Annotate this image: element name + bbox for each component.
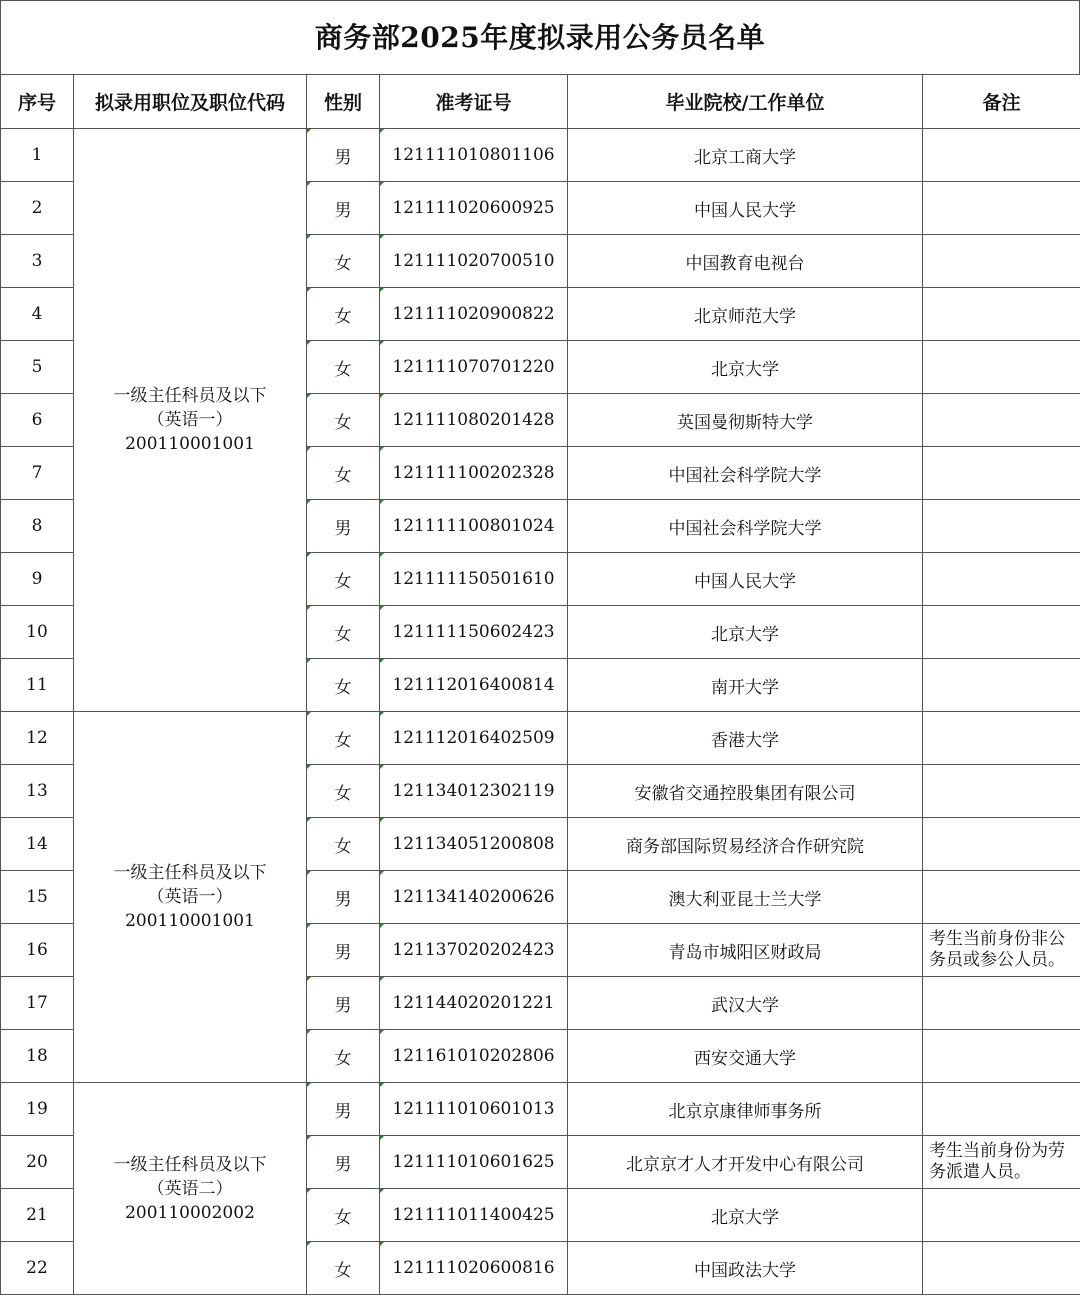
gender-cell: 女 [307, 1242, 380, 1295]
serial-cell: 22 [1, 1242, 74, 1295]
school-cell: 香港大学 [568, 712, 923, 765]
gender-cell: 女 [307, 235, 380, 288]
position-subtitle: （英语二） [147, 1178, 233, 1199]
exam-id-cell: 121111080201428 [380, 394, 568, 447]
school-cell: 武汉大学 [568, 977, 923, 1030]
table-row [1, 1083, 1080, 1136]
header-note: 备注 [923, 75, 1080, 129]
note-cell [923, 765, 1080, 818]
position-subtitle: （英语一） [147, 410, 233, 430]
exam-id-cell: 121144020201221 [380, 977, 568, 1030]
serial-cell: 11 [1, 659, 74, 712]
note-cell [923, 606, 1080, 659]
serial-cell: 13 [1, 765, 74, 818]
serial-cell: 14 [1, 818, 74, 871]
exam-id-cell: 121111011400425 [380, 1189, 568, 1242]
note-cell [923, 659, 1080, 712]
school-cell: 安徽省交通控股集团有限公司 [568, 765, 923, 818]
serial-cell: 18 [1, 1030, 74, 1083]
position-subtitle: （英语一） [147, 887, 233, 907]
serial-cell: 5 [1, 341, 74, 394]
school-cell: 商务部国际贸易经济合作研究院 [568, 818, 923, 871]
school-cell: 英国曼彻斯特大学 [568, 394, 923, 447]
exam-id-cell: 121111010601013 [380, 1083, 568, 1136]
note-cell [923, 500, 1080, 553]
exam-id-cell: 121111010601625 [380, 1136, 568, 1189]
gender-cell: 男 [307, 1083, 380, 1136]
note-cell [923, 1083, 1080, 1136]
gender-cell: 女 [307, 606, 380, 659]
gender-cell: 女 [307, 765, 380, 818]
school-cell: 中国人民大学 [568, 553, 923, 606]
gender-cell: 女 [307, 1030, 380, 1083]
school-cell: 北京京康律师事务所 [568, 1083, 923, 1136]
serial-cell: 16 [1, 924, 74, 977]
school-cell: 中国教育电视台 [568, 235, 923, 288]
table-row [1, 712, 1080, 765]
note-cell [923, 553, 1080, 606]
exam-id-cell: 121111100801024 [380, 500, 568, 553]
serial-cell: 4 [1, 288, 74, 341]
note-cell [923, 341, 1080, 394]
gender-cell: 女 [307, 712, 380, 765]
gender-cell: 女 [307, 341, 380, 394]
serial-cell: 20 [1, 1136, 74, 1189]
position-code: 200110001001 [125, 911, 255, 931]
note-cell [923, 1030, 1080, 1083]
school-cell: 北京师范大学 [568, 288, 923, 341]
note-cell [923, 712, 1080, 765]
note-cell [923, 288, 1080, 341]
header-exam-id: 准考证号 [380, 75, 568, 129]
school-cell: 中国社会科学院大学 [568, 447, 923, 500]
note-cell: 考生当前身份为劳务派遣人员。 [923, 1136, 1080, 1189]
position-title: 一级主任科员及以下 [113, 863, 267, 883]
note-cell [923, 182, 1080, 235]
serial-cell: 19 [1, 1083, 74, 1136]
exam-id-cell: 121112016400814 [380, 659, 568, 712]
exam-id-cell: 121137020202423 [380, 924, 568, 977]
gender-cell: 男 [307, 1136, 380, 1189]
exam-id-cell: 121134012302119 [380, 765, 568, 818]
serial-cell: 12 [1, 712, 74, 765]
exam-id-cell: 121111150501610 [380, 553, 568, 606]
school-cell: 中国社会科学院大学 [568, 500, 923, 553]
gender-cell: 男 [307, 871, 380, 924]
school-cell: 青岛市城阳区财政局 [568, 924, 923, 977]
gender-cell: 女 [307, 1189, 380, 1242]
position-title: 一级主任科员及以下 [113, 386, 267, 406]
school-cell: 西安交通大学 [568, 1030, 923, 1083]
roster-table [0, 74, 1080, 1295]
table-header-row [1, 75, 1080, 129]
school-cell: 北京大学 [568, 341, 923, 394]
position-cell [74, 712, 307, 1083]
note-cell [923, 977, 1080, 1030]
note-cell [923, 871, 1080, 924]
serial-cell: 21 [1, 1189, 74, 1242]
serial-cell: 17 [1, 977, 74, 1030]
note-cell [923, 1242, 1080, 1295]
gender-cell: 女 [307, 818, 380, 871]
note-cell [923, 447, 1080, 500]
serial-cell: 15 [1, 871, 74, 924]
position-code: 200110001001 [125, 434, 255, 454]
school-cell: 中国人民大学 [568, 182, 923, 235]
gender-cell: 女 [307, 659, 380, 712]
serial-cell: 10 [1, 606, 74, 659]
note-cell [923, 129, 1080, 182]
header-gender: 性别 [307, 75, 380, 129]
gender-cell: 男 [307, 924, 380, 977]
serial-cell: 9 [1, 553, 74, 606]
note-cell [923, 394, 1080, 447]
serial-cell: 1 [1, 129, 74, 182]
serial-cell: 3 [1, 235, 74, 288]
exam-id-cell: 121111070701220 [380, 341, 568, 394]
gender-cell: 男 [307, 977, 380, 1030]
header-school: 毕业院校/工作单位 [568, 75, 923, 129]
gender-cell: 女 [307, 447, 380, 500]
exam-id-cell: 121111100202328 [380, 447, 568, 500]
table-body [1, 129, 1080, 1295]
exam-id-cell: 121111020700510 [380, 235, 568, 288]
page-title: 商务部2025年度拟录用公务员名单 [0, 0, 1080, 74]
school-cell: 北京大学 [568, 1189, 923, 1242]
school-cell: 澳大利亚昆士兰大学 [568, 871, 923, 924]
school-cell: 北京京才人才开发中心有限公司 [568, 1136, 923, 1189]
note-cell [923, 235, 1080, 288]
exam-id-cell: 121112016402509 [380, 712, 568, 765]
exam-id-cell: 121111020600925 [380, 182, 568, 235]
gender-cell: 男 [307, 182, 380, 235]
gender-cell: 男 [307, 129, 380, 182]
serial-cell: 6 [1, 394, 74, 447]
note-cell [923, 818, 1080, 871]
school-cell: 中国政法大学 [568, 1242, 923, 1295]
serial-cell: 7 [1, 447, 74, 500]
header-serial: 序号 [1, 75, 74, 129]
exam-id-cell: 121134051200808 [380, 818, 568, 871]
exam-id-cell: 121111020900822 [380, 288, 568, 341]
position-title: 一级主任科员及以下 [113, 1154, 267, 1175]
note-cell [923, 1189, 1080, 1242]
position-code: 200110002002 [125, 1202, 255, 1223]
serial-cell: 8 [1, 500, 74, 553]
position-cell [74, 1083, 307, 1295]
gender-cell: 男 [307, 500, 380, 553]
exam-id-cell: 121111010801106 [380, 129, 568, 182]
header-position: 拟录用职位及职位代码 [74, 75, 307, 129]
exam-id-cell: 121161010202806 [380, 1030, 568, 1083]
school-cell: 北京大学 [568, 606, 923, 659]
exam-id-cell: 121134140200626 [380, 871, 568, 924]
gender-cell: 女 [307, 553, 380, 606]
gender-cell: 女 [307, 394, 380, 447]
exam-id-cell: 121111020600816 [380, 1242, 568, 1295]
exam-id-cell: 121111150602423 [380, 606, 568, 659]
school-cell: 北京工商大学 [568, 129, 923, 182]
note-cell: 考生当前身份非公务员或参公人员。 [923, 924, 1080, 977]
position-cell [74, 129, 307, 712]
table-row [1, 129, 1080, 182]
serial-cell: 2 [1, 182, 74, 235]
school-cell: 南开大学 [568, 659, 923, 712]
gender-cell: 女 [307, 288, 380, 341]
